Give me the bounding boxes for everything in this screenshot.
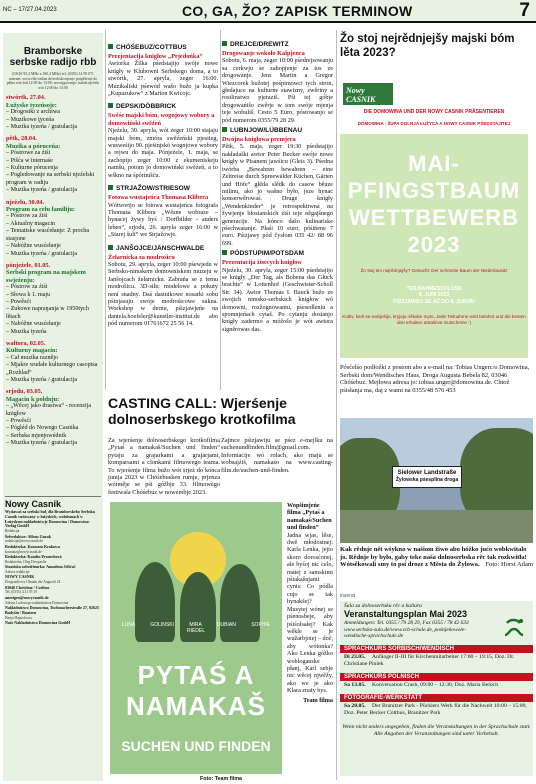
course-bar: SPRACHKURS SORBISCH/WENDISCH — [340, 645, 533, 653]
radio-info: (UKW 95,4 MHz a 100,4 MHz) tel. (0355) 14 99 071 internet: www.rbb-online.de/serbski mjenje pośpěšenje do pětka wót źeń 12:00 do 13:00; nrocejgowanje: kuždu nječelu wót 12:00 do 13:00 — [6, 72, 100, 90]
section-heading — [108, 103, 218, 110]
imprint-line: Hanja Hajnichowa — [5, 615, 32, 620]
event-body: Njeźelu, 30. apryla, zeger 15:00 pśedstajijo se knigły „Der Tag, als Bobena das Glück brachte“ w Lottenhof (Geschwister-Scholl Str. 34). Awtor Thomas I. Hauck bužo ze swojich nimsko-serbskich knigłow wó domowni, rozžognowaniu, pśesedleniu a spomnjeńach cytaš. Po cytanju dostanjo knigły zadermo a móžošo je wót awtora signěrowas das. — [222, 266, 333, 333]
radio-item: – Muzika tyzeńa / gratulacija — [6, 250, 78, 257]
section-heading-text: DEPSK/DÖBBRICK — [116, 103, 177, 111]
events-column-1 — [108, 38, 218, 328]
ad-headline: MAI- PFINGSTBAUM WETTBEWERB 2023 — [347, 151, 521, 257]
imprint-lines — [5, 510, 101, 626]
imprint-line: Redakcija — [5, 529, 20, 534]
imprint-line: Adresa redakcije: — [5, 570, 31, 574]
section-heading-text: JANŠOJCE/JÄNSCHWALDE — [116, 244, 205, 252]
section-heading-text: DREJCE/DREWITZ — [230, 41, 289, 48]
section-bullet-icon — [222, 41, 227, 46]
radio-item: – Pogledowanje na serbski njeźelski program w radiju — [6, 172, 95, 186]
course-event — [340, 702, 533, 718]
event-body: Sobotu, 29. apryla, zeger 10:00 pśewjedu w Serbsko-nimskem domowniskem muzeju w Janšojcach žełarnicku. Zabrańa se z temu modrošicu. 3D-siłic modelowe a pokuty není snadny. Daś dastnikowe nosarki sobu pśinjasuju swóje modrośicowe sukna. Workshop w dernu, pśizjawjeńe na daniela.hoefeler@kunstler-institut.de abo pód numerom 01761672 25 56 14. — [108, 260, 218, 328]
imprint-box — [5, 496, 101, 776]
casting-text-2: Zajmce pśizjawiju se pśez e-mejlku na suchenundfinden.film@gmail.com. Informacije wó rolach, ako maju se wobsajźiš, namakaśo na www.casting-film.de/suchen-und-finden. — [221, 437, 333, 474]
course-bar: SPRACHKURS POLNISCH — [340, 673, 533, 681]
events-column-2 — [222, 38, 333, 333]
event-title: Prezjentacija knigłow „Prjedońka“ — [108, 53, 203, 60]
radio-item: – „Wěcej jako drastwa“ - recenzija knigłow — [6, 403, 92, 417]
course-date: Sa 20.05. — [344, 702, 366, 709]
question-heading: Žo stoj nejrědnjejšy majski bóm lěta 2023? — [340, 33, 515, 59]
film-synopsis — [287, 502, 333, 704]
radio-item: – Póstrowe za źiśi — [6, 150, 51, 157]
imprint-line: Naše Nakładnistwo Domowina GmbH — [5, 620, 71, 626]
imprint-line: 03046 Chóśebuz / Cottbus — [5, 584, 50, 590]
contest-question — [340, 33, 533, 60]
event-title: Prezentacija źisecych knigłow — [222, 259, 302, 267]
event-body: Pětk, 5. maja, zeger 19:30 pśedstajijo nakładaški awtor Peter Becker swóje nowe knigły w Pisanem jawśicu (Gleis 3). Pśedna twórba „Bewahren bewahren – eine Zeitreise durch Spreewälder Küchen, Gärten und Höfe“ głěda slědk do casow běuze milinu, ako jo wašno było, jeze hynac konserwěrowaś. Druge knigły „Wendenkinder“ je retrospektiwna na žywjenje błosianskich źiśi teje něgajšnego generacije. Na kónco dašo kulinariske pśechwatanje. Płaśi 10 euro, póśińene 7 euro. Pśizjawy pód čysłom 035 42/ 88 96 699. — [222, 143, 333, 247]
ad-prizes: Kultiv, keril se wobjeśijo, kryjoju někake myto, Jede Teilnahme wird belohnt und die besten drei erhalten attraktive Gutscheine :) — [342, 314, 526, 325]
imprint-line: NOWY CASNIK — [5, 574, 35, 580]
school-name: Šula za dolnoserbsku rěc a kulturu — [344, 603, 422, 609]
imprint-line: Redakterka: Oleg Dewpaslia — [5, 559, 47, 564]
event-body: Awtorka Žilka pśedstajijo swóje nowe knigły w Klubowni Serbskego doma, a to stwórtk, 27. apryla, zeger 16:00. Muzikaliski pśewód wašo bužo ja kupka „Kupazukow“ z Marion Kwicojc. — [108, 60, 218, 98]
course-bar: FOTOGRAFIE-WERKSTATT — [340, 694, 533, 702]
contest-caption: Pósćelśo podłožki z postom abo a e-mail na: Tobias Ungerc/o Domowina, Serbski dom/Wendisches Haus, Droga Augusta Bebela 82, 03046 Chóśebuz. Mejłowa adresa jo: tobias.unger@domowina.de. Chtož pśisłanja ma, daj z wami na 0355/48 576 453 — [340, 364, 530, 394]
course-date: Di 23.05. — [344, 653, 366, 660]
radio-day: stwórtk, 27.04. — [6, 94, 46, 102]
course-event — [340, 653, 533, 669]
course-date: Sa 13.05. — [344, 681, 366, 688]
radio-item: – Muzika tyzeńa / gratulacija — [6, 187, 78, 194]
radio-item: – Póstrow za źiśi — [6, 213, 48, 220]
radio-item: – Póstrow za źiśi — [6, 284, 48, 291]
synopsis-heading: Wopšimjeńe filma „Pytaś a namakaš/Suchen und finden“ — [287, 502, 332, 532]
radio-day: pětk, 28.04. — [6, 135, 37, 143]
radio-section: Kulturny magacin: — [6, 347, 58, 355]
contest-advert — [340, 78, 528, 358]
radio-item: – Pišća w internaśe — [6, 157, 53, 164]
radio-item: – Cał muzika raznějo — [6, 354, 58, 361]
poster-credit: Foto: Team filma — [200, 776, 242, 782]
synopsis-signature: Team filma — [303, 696, 333, 704]
radio-item: – Powěsći — [6, 418, 31, 425]
radio-day: njeźelu, 30.04. — [6, 198, 45, 206]
imprint-line: Nakładnistwo Domowina, Tuchmacherstraße 27, 02625 Budyšin / Bautzen — [5, 605, 100, 615]
section-bullet-icon — [222, 127, 227, 132]
page-number: 7 — [519, 0, 530, 21]
imprint-line: kosmata@nowycasnik.de — [5, 549, 42, 554]
imprint-line: anzeigen@nowycasnik.de — [5, 594, 49, 600]
event-title: Žełarnicka za modrośicu — [108, 253, 175, 261]
radio-item: – Muzika tyzeńa / gratulacija — [6, 377, 78, 383]
issue-label: NC – 17/27.04.2023 — [3, 7, 57, 13]
radio-item: – Kulturne pórucenja — [6, 165, 58, 172]
plan-address: Anmeldungen: Tel. 0355 / 79 28 29, Fax 0355 / 78 42 633 www.serbska-sula.de/www.zcb-schule.de, pośnjeńowole-wendische-sprachschule.de — [344, 620, 469, 640]
ad-presenters-de: DIE DOMOWINA UND DER NOWY CASNIK PRÄSENTIEREN — [363, 109, 505, 115]
event-title: Drogowanje wokoło Kalpjenca — [222, 50, 305, 57]
section-heading — [222, 250, 333, 257]
radio-section: Program za cełu familiju: — [6, 206, 75, 214]
event-title: Swěśe majski bóm, wognjowy wobory a domowiński swěźeń — [108, 112, 215, 127]
radio-section: Muzika a póruceńa: — [6, 142, 61, 150]
course-text: Konversation Crash, 09:00 – 12:30, Doz. Maria Beloch — [372, 681, 499, 688]
radio-schedule — [6, 94, 100, 447]
event-body: Njeźelu, 30. apryla, wót zeger 10:00 stajaju majski bóm, zmóra swěźeński pjesiteg, wusweśijo 90. pjeśinjskó wognjowe wobory a rejwu do maja. Pónjeźele, 1. maja, se zachopijo zeger 10:00 z ekumeniskeju namšu, potom jo domowiński swěźeń, a to wškno na śpórtnišću. — [108, 127, 218, 179]
snake-logo-icon — [501, 615, 527, 641]
section-heading — [222, 127, 333, 134]
nowy-casnik-logo: Nowy CASNIK die Domowina und der Nowy Casnik präsentieren — [343, 83, 393, 105]
radio-item: – Słowa k 1. maju — [6, 291, 51, 298]
radio-item: – Zukowe napraŋanja w 1950tych lětach — [6, 306, 89, 320]
section-bullet-icon — [108, 44, 113, 49]
radio-item: – Muzikowe ţyceńa — [6, 116, 55, 123]
radio-item: – Tematiske wusćełanje: Z procha stasjone — [6, 228, 90, 242]
section-bullet-icon — [108, 245, 113, 250]
poster-subtitle: SUCHEN UND FINDEN — [121, 738, 271, 754]
section-heading-text: STRJAŽOW/STRIESOW — [116, 185, 190, 193]
section-heading — [108, 245, 218, 252]
radio-item: – Muzika tyzeńa — [6, 328, 47, 335]
radio-day: pónjeźele, 01.05. — [6, 261, 51, 269]
imprint-line: Redakterka: Katalin Pronechová — [5, 554, 62, 559]
ad-tagline: Žo stoj ten najrědnjejšy? Gesucht: Der schönste Baum der Niederlausitz — [360, 268, 508, 273]
event-body: Sobotu, 6. maja, zeger 10:00 pśedrejsowanju sa cerkwju se zahopjenje za tos ze drogowanje. Jens Martin a Gregor Wiezcorek bužotej pośpimowci tych stron, głedajuce na kulturne stawizny, zwěriny a rostlinstwo pjeraziš. Pśi tej góbje drogowańišo zwěrje w tom swóje mjenja teje wobuliš. Cesto 5 Euro, póstowanjo se pód numerom 0355/79 28 29. — [222, 57, 334, 124]
ad-presenters-hsb: DOMOWINA · ŽUPA DOLNJA ŁUŽYCA A NOWY CASNIK PŚEDSTAJITEJ — [357, 121, 511, 126]
casting-title: CASTING CALL: Wjerśenje dolnoserbskego krotkofilma — [108, 395, 296, 427]
radio-title: Bramborske serbske radijo rbb — [9, 46, 97, 68]
plan-groups — [340, 645, 533, 718]
photo-caption: Kak rědnje nět wšykno w našiom žiwo abo hóžko jućo wobkwitalo jo. Rědnje by było, gaby teke naša dolnoserbska rěc tak rozkwitła! Wótsěkowali smy to psi droze z Města do Žylowa. Foto: Horst Adam — [340, 546, 533, 569]
course-text: Der Branitzer Park - Pücklers Werk für die Nachwelt 10:00 – 15:00, Doz. Peter Becker Cottbus, Branitzer Park — [344, 702, 527, 716]
radio-day: srjodu, 03.05. — [6, 388, 43, 396]
imprint-line: Wydawaš za serbski lud, dla Bramborskeho Serbska Casnik vudawany w łužyskich, wulabanach w Łużyskem nakładnistwje Domowina / Domowina-Verlag GmbH — [5, 509, 95, 529]
imprint-line: Redakterka: Kosmata Krakowa — [5, 543, 60, 549]
section-heading-text: CHÓŚEBUZ/COTTBUS — [116, 44, 187, 51]
radio-day: wałtora, 02.05. — [6, 339, 46, 347]
radio-section: Magacin k połdnju: — [6, 395, 60, 403]
section-bullet-icon — [108, 185, 113, 190]
section-bullet-icon — [222, 250, 227, 255]
course-text: Anfänger II-III für Kirchenmitarbeiter 17:00 – 19:15, Doz. Dr. Christiane Piniek — [344, 653, 515, 667]
radio-item: – Aktualny magacin — [6, 220, 56, 227]
page-header — [0, 0, 536, 23]
section-heading — [222, 41, 333, 48]
radio-section: Łužyske tyzeńsoje: — [6, 101, 57, 109]
section-heading-text: LUBNJOW/LÜBBENAU — [230, 127, 303, 135]
inserat-label: inserat — [340, 593, 356, 599]
radio-section: Serbski program na majskem swjeźenju: — [6, 269, 86, 284]
plan-footer: Wenn nicht anders angegeben, finden die Veranstaltungen in der Sprachschule statt. Alle Angaben der Veranstaltungen sind unter Vorbehalt. — [342, 723, 531, 737]
radio-item: – Drogostki z archiwa — [6, 109, 60, 116]
radio-item: – Nabóžne wusćełanje — [6, 321, 61, 328]
imprint-line: Stoatiska sobotřinarka: Annalena Jelščač — [5, 564, 76, 570]
plan-title: Veranstaltungsplan Mai 2023 — [344, 609, 468, 619]
imprint-line: Drogstadiowy Obradu der Augustfi 24 — [5, 580, 61, 585]
event-title: Dwójna knigłowa premjera — [222, 136, 296, 144]
event-body: Wótworijo se fotowa wustajeńca fotografa Thomasa Klibera „Wěsne wobraze – hynacej žywy byś / Dorfbilder - anders leben“, srjodu, 26. apryla zeger 16:00 w „Starej šuli“ we Strjažowje. — [108, 201, 218, 239]
imprint-line: Tel. (0355) 4 31 05 19 — [5, 590, 38, 595]
imprint-title: Nowy Casnik — [5, 499, 62, 509]
course-event — [340, 681, 533, 690]
section-bullet-icon — [108, 103, 113, 108]
poster-title-1: PYTAŚ A NAMAKAŠ — [126, 660, 266, 721]
casting-text-1: Za wjerśenje dolnoserbskego krotkofilma „Pytaś a namakaš/Suchen und finden“ pytaju za grajarkami a grajarjami, komparsami a clonkami filmowego teama. To wjerśenje filma bužo wót srjeź do kónca junija 2023 w Chóśebusken rumje, prjenza wótměje se pśi góžbje 33. filmowego festiwala Chóśebuz w nowembje 2023. — [108, 437, 220, 496]
radio-item: – Muzika tyzeńa / gratulacija — [6, 124, 78, 130]
radio-item: – Serbska mjenjowédnik — [6, 432, 67, 439]
ad-deadline-label: TEILNAHMESCHLUSS — [406, 286, 462, 292]
section-heading — [108, 44, 218, 51]
radio-item: – Powěsći — [6, 298, 31, 305]
film-poster — [110, 502, 282, 774]
page-title: CO, GA, ŽO? ZAPISK TERMINOW — [182, 3, 413, 19]
poster-cast: LUNA GOLINSKI MIRA DUBIAN SOPHIE RIEDEL — [121, 622, 271, 634]
imprint-line: Adresa Ludowego nakładnistwa Domowina — [5, 600, 69, 605]
event-title: Fotowa wustajeńca Thomasa Klibera — [108, 194, 209, 202]
section-heading-text: PÓDSTUPIM/POTSDAM — [230, 250, 304, 258]
road-sign-photo — [340, 418, 533, 543]
imprint-line: Šefredaktor: Alfons Guzak — [5, 533, 51, 539]
imprint-line: redakcija@nowycasnik.de — [5, 539, 43, 544]
radio-item: – Nabóžne wusćełanje — [6, 243, 61, 250]
ad-deadline-date: 9. JUNI 2023 — [418, 292, 450, 298]
ad-deadline-hsb: PŚIZJAWSO SE AŽ DO 9. JUNJA! — [393, 299, 475, 305]
radio-item: – Muzika tyzeńa / gratulacija — [6, 440, 78, 447]
synopsis-text: Jadna wjas, lěse, dwě młodostnej: Karla Lenka, jejio skoro dorosćonej, ale byśoj nic celo, matej z samskimi pśiakašnjami cynis: Co pódla cujo se tak hynakšej? Musytej wónej se pśenosbeje, aby pśiśolsałej? Kak wěkle se je wužarbjotej – doč, aby wótonka? Ako Lenka góžko wobloganske płanj, Karl sebje nic wěcej njwěžy, ako we je ako Klara znaty bys. — [287, 531, 333, 695]
radio-item: – Pógléd do Nowego Casnika — [6, 425, 79, 432]
events-plan-box — [340, 601, 533, 776]
section-heading — [108, 185, 218, 192]
radio-item: – Mjakre wudałe kulturnego casopisa „Rozhlad“ — [6, 362, 98, 376]
road-sign: Sielower Landstraße Žylowska pśesplina droga — [392, 466, 462, 488]
